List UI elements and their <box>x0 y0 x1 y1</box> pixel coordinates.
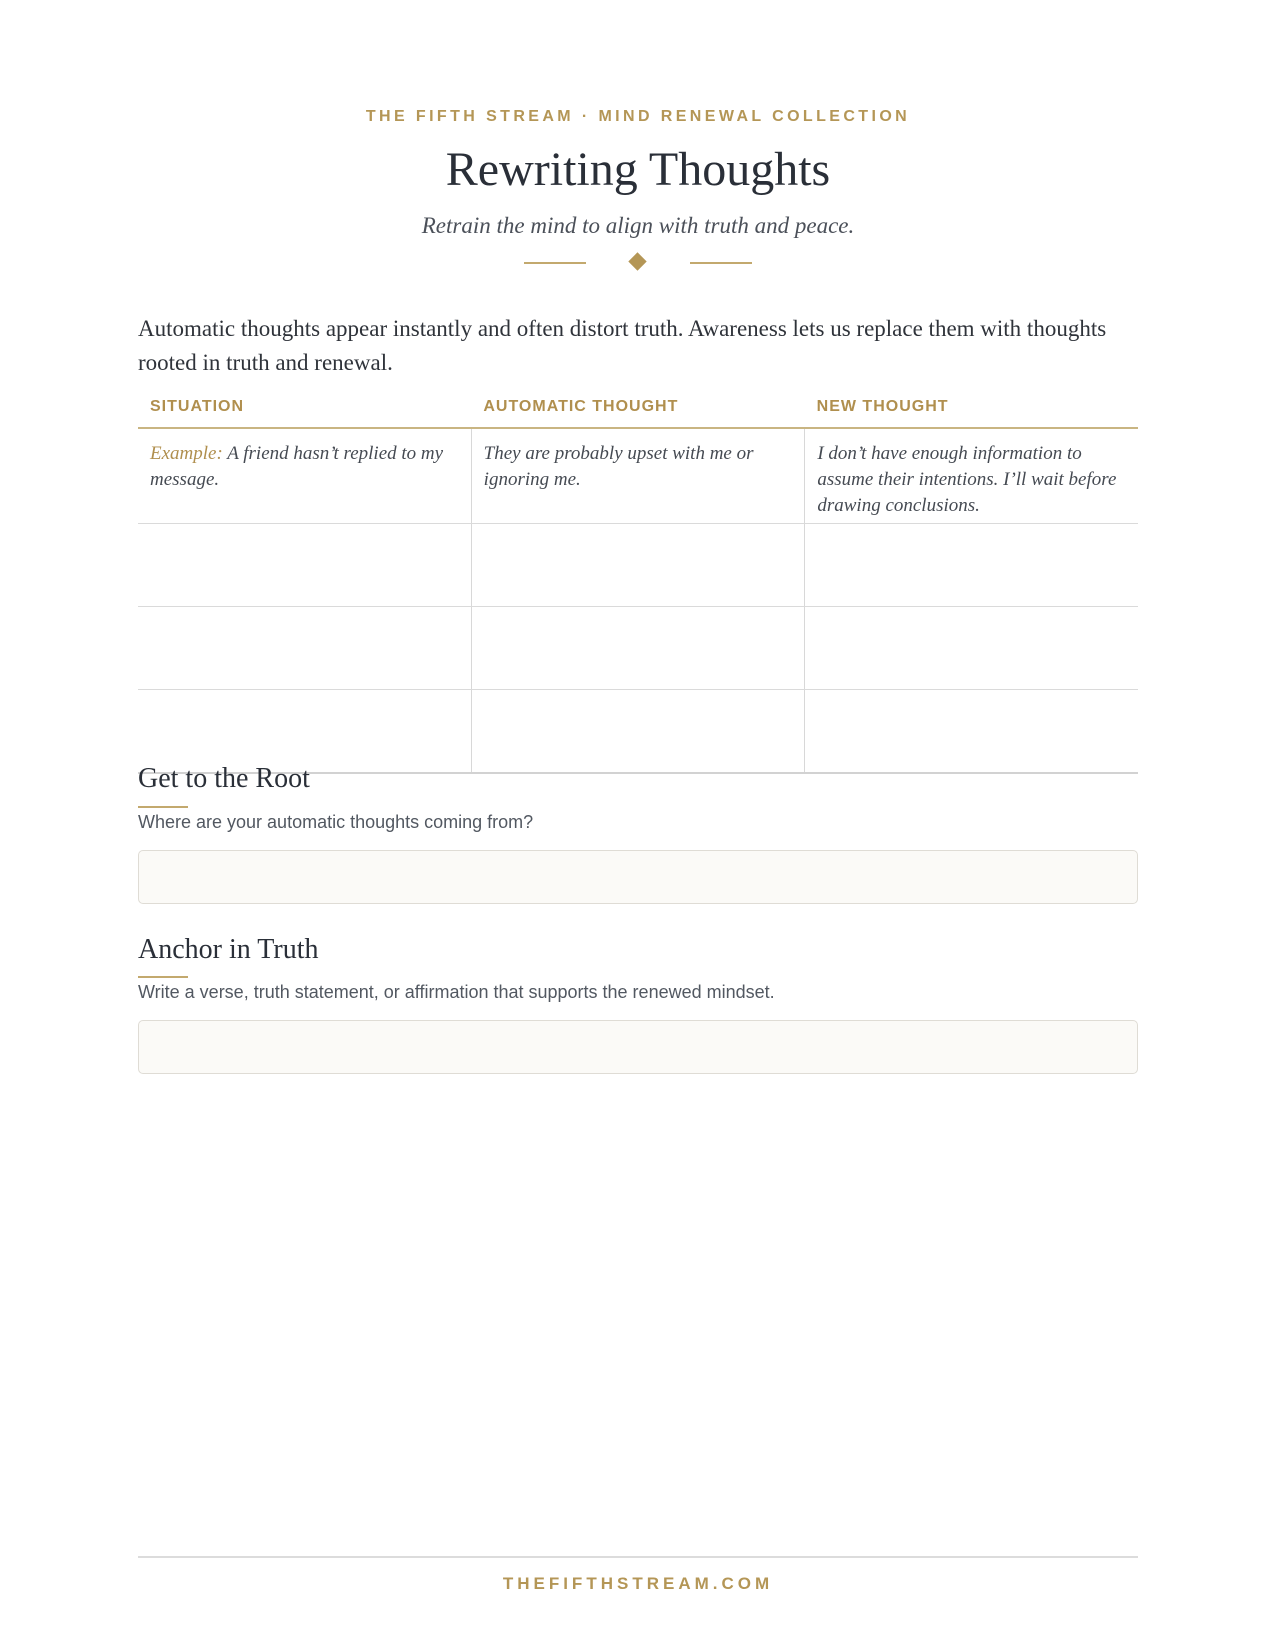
section-title-anchor: Anchor in Truth <box>138 934 319 965</box>
footer-website: THEFIFTHSTREAM.COM <box>502 1574 774 1593</box>
example-automatic-text: They are probably upset with me or ignoring me. <box>483 443 754 490</box>
column-header-automatic-thought: AUTOMATIC THOUGHT <box>483 398 679 415</box>
new-thought-entry-cell[interactable] <box>805 690 1138 772</box>
automatic-thought-entry-cell[interactable] <box>472 690 806 772</box>
collection-eyebrow: THE FIFTH STREAM · MIND RENEWAL COLLECTION <box>365 108 911 125</box>
root-answer-field[interactable] <box>138 850 1138 904</box>
example-label: Example: <box>150 443 223 464</box>
table-row <box>138 524 1138 607</box>
section-prompt-root: Where are your automatic thoughts coming from? <box>138 812 534 832</box>
situation-entry-cell[interactable] <box>138 524 472 606</box>
ornament-line-left <box>524 262 586 264</box>
anchor-answer-field[interactable] <box>138 1020 1138 1074</box>
new-thought-entry-cell[interactable] <box>805 524 1138 606</box>
example-automatic-cell <box>472 429 806 523</box>
example-situation-cell <box>138 429 472 523</box>
table-row <box>138 607 1138 690</box>
situation-entry-cell[interactable] <box>138 607 472 689</box>
table-row <box>138 690 1138 774</box>
section-underline <box>138 806 188 808</box>
page-title: Rewriting Thoughts <box>445 143 831 196</box>
section-title-root: Get to the Root <box>138 763 310 794</box>
example-row <box>138 429 1138 524</box>
automatic-thought-entry-cell[interactable] <box>472 607 806 689</box>
worksheet-page <box>138 0 1138 1650</box>
intro-paragraph: Automatic thoughts appear instantly and often distort truth. Awareness lets us replace them with thoughts rooted in truth and renewal. <box>138 316 1107 375</box>
column-header-situation: SITUATION <box>150 398 245 415</box>
ornament-line-right <box>690 262 752 264</box>
situation-entry-cell[interactable] <box>138 690 472 772</box>
section-prompt-anchor: Write a verse, truth statement, or affirmation that supports the renewed mindset. <box>138 982 775 1002</box>
example-new-text: I don’t have enough information to assume their intentions. I’ll wait before drawing conclusions. <box>817 443 1117 516</box>
example-situation-text: A friend hasn’t replied to my message. <box>150 443 444 490</box>
column-header-new-thought: NEW THOUGHT <box>816 398 949 415</box>
footer-divider <box>138 1556 1138 1558</box>
example-new-cell <box>805 429 1138 523</box>
page-subtitle: Retrain the mind to align with truth and peace. <box>421 213 855 238</box>
section-underline <box>138 976 188 978</box>
diamond-icon <box>628 252 646 270</box>
table-header <box>138 392 1138 429</box>
title-ornament <box>138 252 1138 272</box>
thought-table <box>138 392 1138 774</box>
automatic-thought-entry-cell[interactable] <box>472 524 806 606</box>
new-thought-entry-cell[interactable] <box>805 607 1138 689</box>
